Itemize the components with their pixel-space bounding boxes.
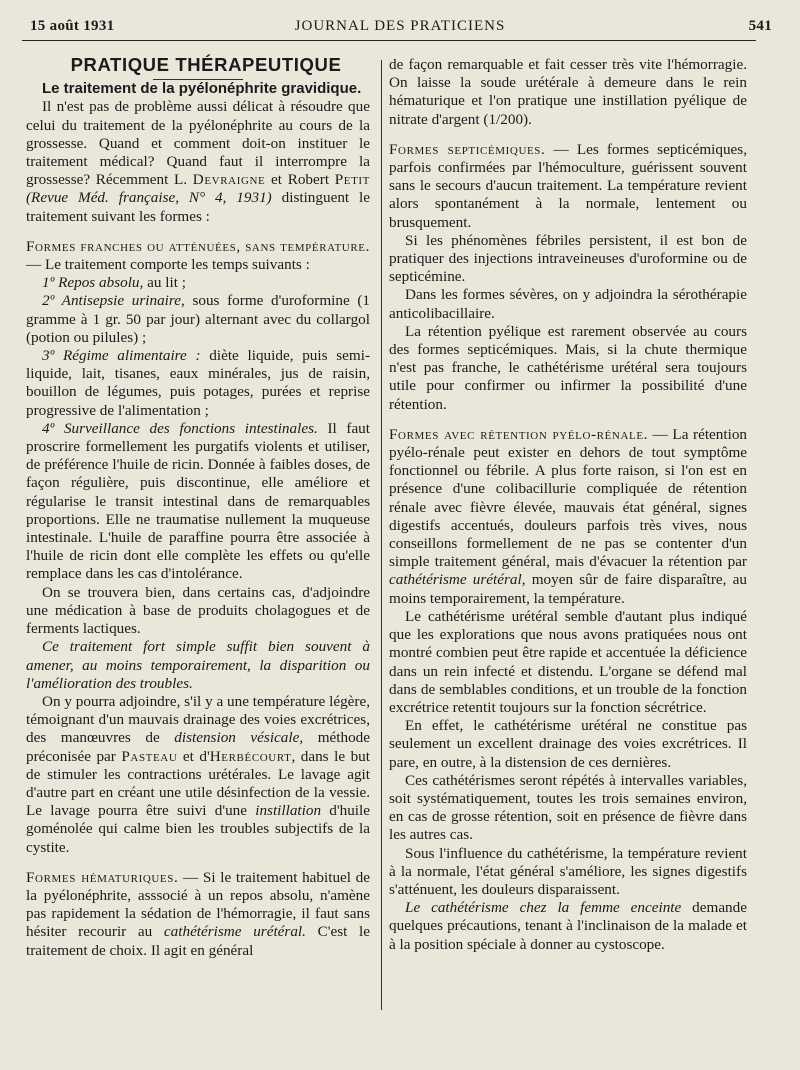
item-1-label: 1º Repos absolu, <box>42 274 144 292</box>
retention-p6-em: Le cathétérisme chez la femme enceinte <box>405 899 682 917</box>
section-title: PRATIQUE THÉRAPEUTIQUE <box>70 54 342 75</box>
temp-text-a: On y pourra adjoindre, s'il y a une température légère, témoignant d'un mauvais drainage des voies excrétrices, des manœuvres de <box>26 692 370 747</box>
emphasis-text: Ce traitement fort simple suffit bien souvent à amener, au moins temporairement, la disparition ou l'amélioration des troubles. <box>26 638 370 692</box>
medication-paragraph: On se trouvera bien, dans certains cas, d'adjoindre une médication à base de produits cholagogues et de ferments lactiques. <box>26 583 370 638</box>
retention-paragraph <box>389 426 747 608</box>
author-devraigne: Devraigne <box>192 171 266 189</box>
intro-text-2: et Robert <box>265 171 335 189</box>
hematuriques-paragraph <box>26 869 370 960</box>
retention-p6-text: demande quelques précautions, tenant à l'inclinaison de la malade et à la position spéciale à donner au cystoscope. <box>389 899 747 953</box>
septicemiques-p2: Si les phénomènes fébriles persistent, il est bon de pratiquer des injections intraveineuses d'uroformine ou de septicémine. <box>389 231 747 286</box>
item-3 <box>26 347 370 420</box>
temp-and: et d' <box>177 747 210 765</box>
emphasis-paragraph <box>26 638 370 693</box>
franches-heading: Formes franches ou atténuées, sans température. <box>26 237 370 255</box>
septicemiques-text: — Les formes septicémiques, parfois confirmées par l'hémoculture, guérissent souvent sans le secours d'aucun traitement. La température revient alors spontanément à la normale, lentement ou brusquement. <box>389 140 747 231</box>
citation: (Revue Méd. française, N° 4, 1931) <box>26 189 272 207</box>
author-pasteau: Pasteau <box>121 747 178 765</box>
franches-text: — Le traitement comporte les temps suivants : <box>26 256 310 274</box>
retention-heading: Formes avec rétention pyélo-rénale. <box>389 425 649 443</box>
retention-p4: Ces cathétérismes seront répétés à intervalles variables, soit systématiquement, toutes les trois semaines environ, en cas de grosse rétention, soit en présence de fièvre dans les autres cas. <box>389 771 747 844</box>
temperature-paragraph <box>26 693 370 857</box>
intro-text-1: Il n'est pas de problème aussi délicat à résoudre que celui du traitement de la pyélonéphrite au cours de la grossesse. Quand et comment doit-on instituer le traitement médical? Quand faut il interrompre la grossesse? Récemment L. <box>26 98 370 189</box>
temp-text-b: méthode préconisée par <box>26 729 370 765</box>
item-2-text: sous forme d'uroformine (1 gramme à 1 gr. 50 par jour) alternant avec du collargol (potion ou pilules) ; <box>26 292 370 346</box>
temp-text-c: , dans le but de stimuler les contractions urétérales. Le lavage agit d'autre part en créant une utile désinfection de la vessie. Le lavage pourra être suivi d'une <box>26 747 370 820</box>
retention-em: cathétérisme urétéral, <box>389 571 526 589</box>
hematuriques-text-b-end: de façon remarquable et fait cesser très vite l'hémorragie. On laisse la soude urétérale à demeure dans le rein hématurique et l'on pratique une instillation pyélique de nitrate d'argent (1/200). <box>389 56 747 128</box>
intro-paragraph <box>26 98 370 225</box>
retention-text-b: moyen sûr de faire disparaître, au moins temporairement, la température. <box>389 571 747 607</box>
septicemiques-p3: Dans les formes sévères, on y adjoindra la sérothérapie anticolibacillaire. <box>389 286 747 322</box>
retention-p2: Le cathétérisme urétéral semble d'autant plus indiqué que les explorations que nous avons pratiquées nous ont montré combien peut être rapide et accentuée la déficience dans un rein infecté et distendu. L'organe se défend mal dans de semblables conditions, et un trouble de la fonction excrétrice retentit toujours sur la fonction sécrétrice. <box>389 607 747 716</box>
left-column <box>26 56 370 960</box>
header-rule <box>22 40 756 41</box>
page-number: 541 <box>748 18 772 34</box>
right-column <box>389 56 747 954</box>
intro-text-3: distinguent le traitement suivant les formes : <box>26 189 370 225</box>
temp-em-2: instillation <box>255 802 322 820</box>
item-4 <box>26 420 370 584</box>
item-2-label: 2º Antisepsie urinaire, <box>42 292 185 310</box>
issue-date: 15 août 1931 <box>30 18 115 34</box>
author-petit: Petit <box>334 171 371 189</box>
running-header <box>22 18 778 40</box>
retention-p6 <box>389 899 747 954</box>
hematuriques-text-b-start: C'est le traitement de choix. Il agit en général <box>26 923 370 959</box>
franches-paragraph <box>26 238 370 274</box>
retention-text-a: — La rétention pyélo-rénale peut exister en dehors de tout symptôme fonctionnel ou fébrile. A plus forte raison, si l'on est en présence d'une colibacillurie compliquée de rétention rénale avec fièvre élevée, mauvais état général, signes digestifs accentués, douleurs parfois très vives, nous conseillons formellement de ne pas se contenter d'un simple traitement général, mais d'évacuer la rétention par <box>389 425 748 571</box>
septicemiques-p4: La rétention pyélique est rarement observée au cours des formes septicémiques. Mais, si la chute thermique n'est pas franche, le cathétérisme urétéral sera toujours utile pour confirmer ou infirmer la possibilité d'une rétention. <box>389 322 747 413</box>
hematuriques-continuation <box>389 56 747 129</box>
item-1-text: au lit ; <box>143 274 186 292</box>
column-divider <box>381 60 382 1010</box>
item-3-label: 3º Régime alimentaire : <box>42 347 201 365</box>
septicemiques-heading: Formes septicémiques. <box>389 140 546 158</box>
hematuriques-em: cathétérisme urétéral. <box>163 923 306 941</box>
author-herbecourt: Herbécourt <box>209 747 292 765</box>
retention-p5: Sous l'influence du cathétérisme, la température revient à la normale, l'état général s'améliore, les signes digestifs s'atténuent, les douleurs disparaissent. <box>389 844 747 898</box>
retention-p3: En effet, le cathétérisme urétéral ne constitue pas seulement un excellent drainage des voies excrétrices. Il pare, en outre, à la distension de ces dernières. <box>389 717 747 771</box>
temp-em: distension vésicale, <box>174 729 304 747</box>
item-4-text: Il faut proscrire formellement les purgatifs violents et utiliser, de préférence l'huile de ricin. Donnée à faibles doses, de façon régulière, puis discontinue, elle améliore et régularise le transit intestinal dans de remarquables proportions. Elle ne traumatise nullement la muqueuse intestinale. L'huile de paraffine pourra être associée à l'huile de ricin dont elle complète les effets ou qu'elle remplace dans les cas d'intolérance. <box>26 419 370 583</box>
item-2 <box>26 292 370 347</box>
item-3-text: diète liquide, puis semi-liquide, lait, tisanes, eaux minérales, jus de raisin, bouillon de légumes, puis potages, purées et reprise progressive de l'alimentation ; <box>26 347 371 419</box>
item-4-label: 4º Surveillance des fonctions intestinales. <box>42 419 318 437</box>
item-1 <box>26 274 370 292</box>
septicemiques-paragraph <box>389 141 747 232</box>
hematuriques-text-a: — Si le traitement habituel de la pyélonéphrite, asssocié à un repos absolu, n'amène pas rapidement la sédation de l'hémorragie, il faut sans hésiter recourir au <box>26 868 371 941</box>
hematuriques-heading: Formes hématuriques. <box>26 868 179 886</box>
article-title: Le traitement de la pyélonéphrite gravidique. <box>42 80 362 98</box>
temp-text-d: d'huile goménolée qui calme bien les troubles subjectifs de la cystite. <box>26 802 370 856</box>
journal-title: JOURNAL DES PRATICIENS <box>294 18 506 34</box>
